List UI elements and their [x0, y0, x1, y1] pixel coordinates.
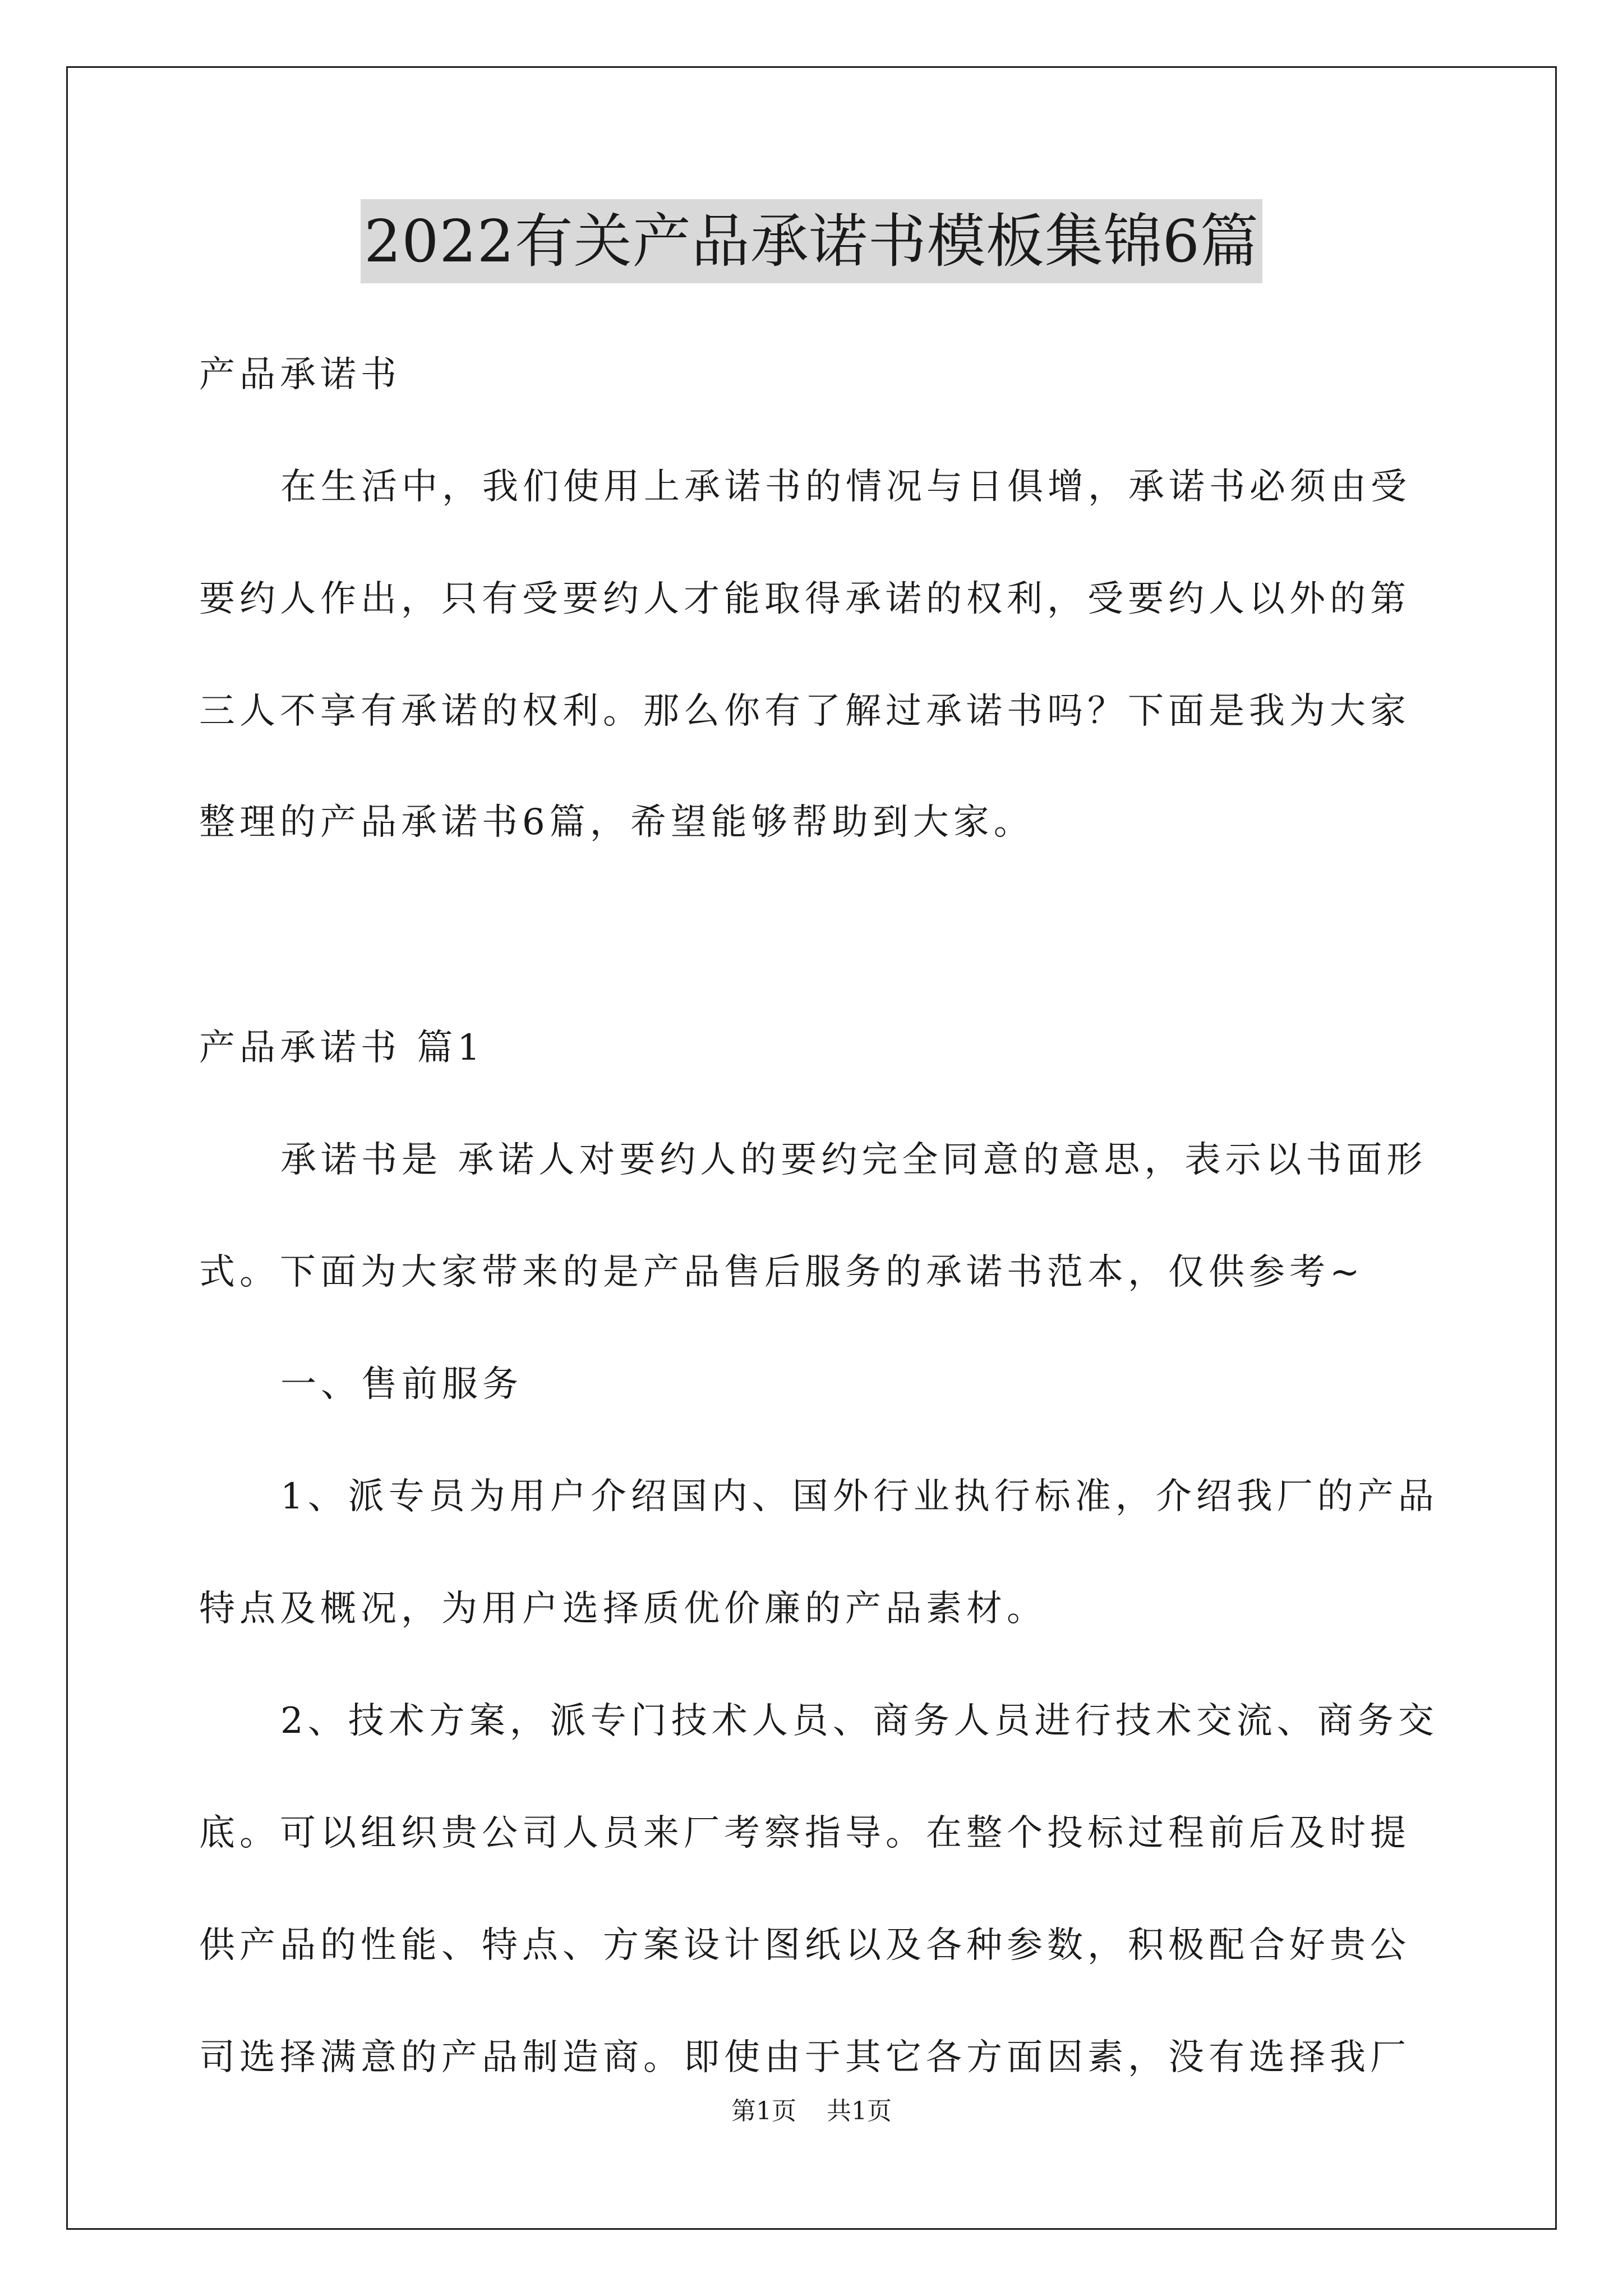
paragraph-line: 2、技术方案，派专门技术人员、商务人员进行技术交流、商务交 [280, 1700, 1438, 1742]
paragraph-line: 底。可以组织贵公司人员来厂考察指导。在整个投标过程前后及时提 [199, 1812, 1410, 1854]
document-title: 2022有关产品承诺书模板集锦6篇 [361, 199, 1262, 283]
paragraph-line: 承诺书是 承诺人对要约人的要约完全同意的意思，表示以书面形 [280, 1139, 1427, 1181]
paragraph-line: 要约人作出，只有受要约人才能取得承诺的权利，受要约人以外的第 [199, 578, 1410, 620]
paragraph-line: 供产品的性能、特点、方案设计图纸以及各种参数，积极配合好贵公 [199, 1925, 1410, 1966]
section-heading: 产品承诺书 [199, 354, 401, 395]
title-container [0, 199, 1623, 283]
paragraph-line: 在生活中，我们使用上承诺书的情况与日俱增，承诺书必须由受 [280, 466, 1411, 508]
page-total: 共1页 [827, 2097, 892, 2125]
page-footer [0, 2095, 1623, 2128]
paragraph-line: 1、派专员为用户介绍国内、国外行业执行标准，介绍我厂的产品 [280, 1476, 1438, 1517]
page-number: 第1页 [731, 2097, 796, 2125]
paragraph-line: 整理的产品承诺书6篇，希望能够帮助到大家。 [199, 802, 1034, 843]
section-heading: 产品承诺书 篇1 [199, 1027, 485, 1069]
paragraph-line: 特点及概况，为用户选择质优价廉的产品素材。 [199, 1588, 1047, 1630]
paragraph-line: 式。下面为大家带来的是产品售后服务的承诺书范本，仅供参考~ [199, 1251, 1364, 1293]
paragraph-line: 三人不享有承诺的权利。那么你有了解过承诺书吗？下面是我为大家 [199, 691, 1410, 732]
paragraph-line: 司选择满意的产品制造商。即使由于其它各方面因素，没有选择我厂 [199, 2037, 1410, 2078]
subheading: 一、售前服务 [280, 1364, 523, 1405]
